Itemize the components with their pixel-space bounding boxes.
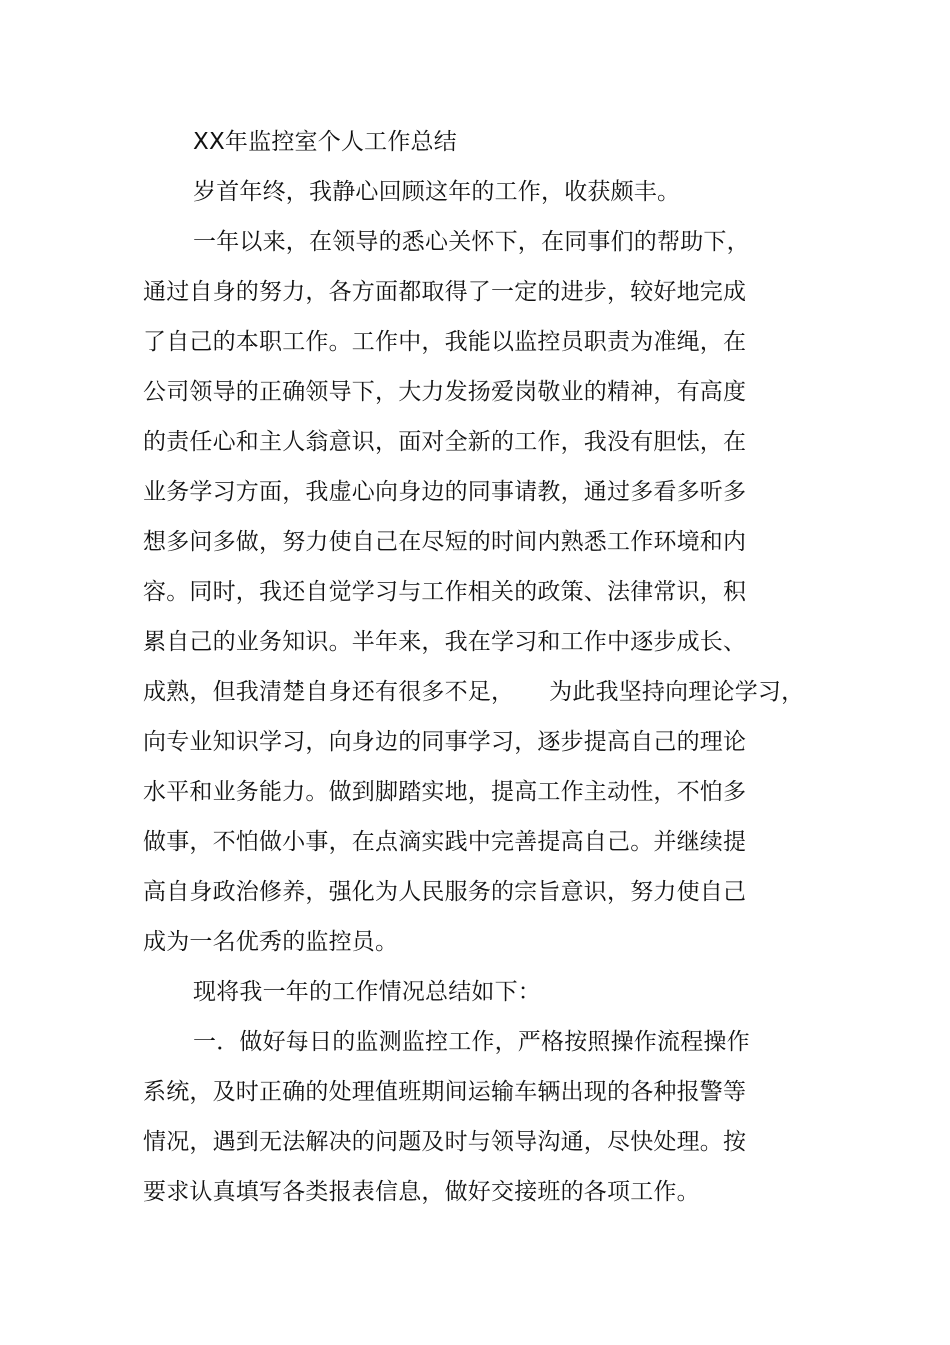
paragraph-line: 岁首年终，我静心回顾这年的工作，收获颇丰。 (193, 179, 681, 205)
paragraph-line: 成为一名优秀的监控员。 (143, 929, 399, 955)
paragraph-line: 一年以来，在领导的悉心关怀下，在同事们的帮助下， (193, 229, 750, 255)
paragraph-line: 容。同时，我还自觉学习与工作相关的政策、法律常识，积 (143, 579, 747, 605)
paragraph-line: 成熟，但我清楚自身还有很多不足， 为此我坚持向理论学习， (143, 679, 805, 705)
paragraph-line: 情况，遇到无法解决的问题及时与领导沟通，尽快处理。按 (143, 1129, 747, 1155)
paragraph-line: 累自己的业务知识。半年来，我在学习和工作中逐步成长、 (143, 629, 747, 655)
document-title: XX年监控室个人工作总结 (193, 129, 457, 155)
paragraph-line: 水平和业务能力。做到脚踏实地，提高工作主动性，不怕多 (143, 779, 747, 805)
paragraph-line: 了自己的本职工作。工作中，我能以监控员职责为准绳，在 (143, 329, 747, 355)
paragraph-line: 系统，及时正确的处理值班期间运输车辆出现的各种报警等 (143, 1079, 747, 1105)
paragraph-line: 一．做好每日的监测监控工作，严格按照操作流程操作 (193, 1029, 750, 1055)
paragraph-line: 业务学习方面，我虚心向身边的同事请教，通过多看多听多 (143, 479, 747, 505)
paragraph-line: 通过自身的努力，各方面都取得了一定的进步，较好地完成 (143, 279, 747, 305)
paragraph-line: 想多问多做，努力使自己在尽短的时间内熟悉工作环境和内 (143, 529, 747, 555)
paragraph-line: 公司领导的正确领导下，大力发扬爱岗敬业的精神，有高度 (143, 379, 747, 405)
paragraph-line: 高自身政治修养，强化为人民服务的宗旨意识，努力使自己 (143, 879, 747, 905)
paragraph-line: 现将我一年的工作情况总结如下： (193, 979, 541, 1005)
paragraph-line: 的责任心和主人翁意识，面对全新的工作，我没有胆怯，在 (143, 429, 747, 455)
paragraph-line: 向专业知识学习，向身边的同事学习，逐步提高自己的理论 (143, 729, 747, 755)
paragraph-line: 做事，不怕做小事，在点滴实践中完善提高自己。并继续提 (143, 829, 747, 855)
paragraph-line: 要求认真填写各类报表信息，做好交接班的各项工作。 (143, 1179, 700, 1205)
